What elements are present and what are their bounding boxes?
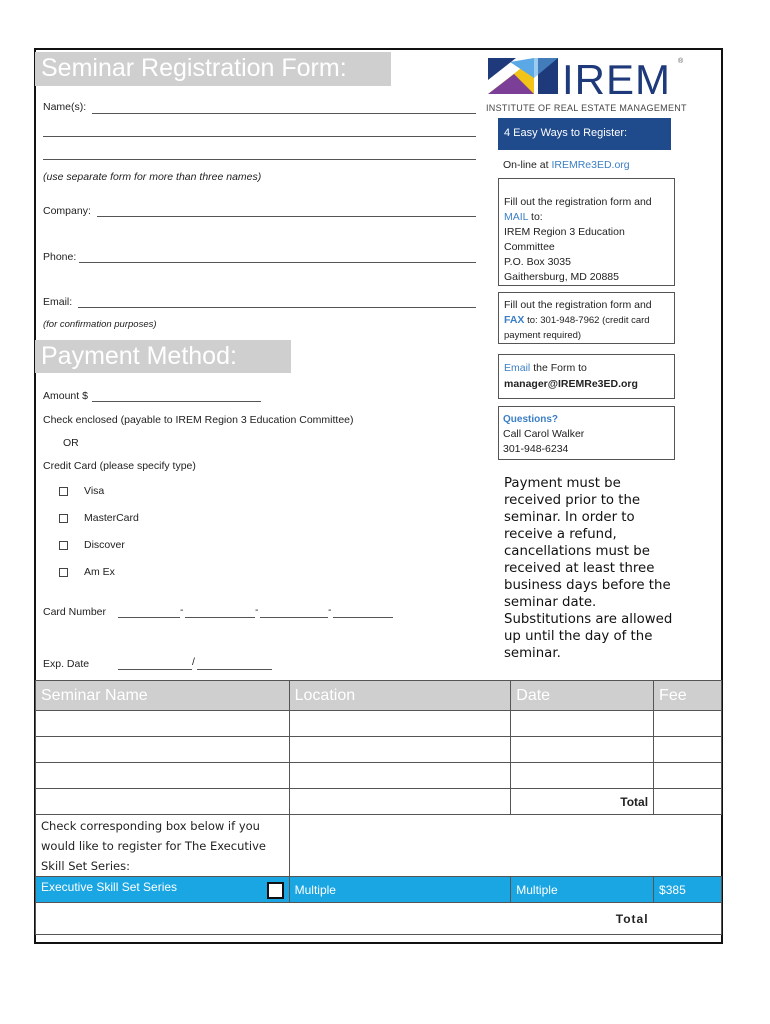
credit-label: Credit Card (please specify type) (43, 460, 196, 472)
email-note: (for confirmation purposes) (43, 319, 157, 330)
exec-note-row (36, 815, 722, 877)
total-row (36, 789, 722, 815)
card-number-field-1[interactable] (118, 617, 180, 618)
card-number-dash-1: - (180, 604, 184, 616)
table-row (36, 763, 722, 789)
online-register: On-line at IREMRe3ED.org (503, 159, 630, 171)
amount-field[interactable] (92, 401, 261, 402)
mail-box: Fill out the registration form and MAIL to: IREM Region 3 Education Committee P.O. Box 3035 Gaithersburg, MD 20885 (498, 178, 675, 286)
email-box: Email the Form to manager@IREMRe3ED.org (498, 354, 675, 399)
card-number-field-4[interactable] (333, 617, 393, 618)
check-label: Check enclosed (payable to IREM Region 3 Education Committee) (43, 414, 354, 426)
card-option-amex[interactable]: Am Ex (59, 566, 115, 578)
irem-logo (486, 54, 686, 114)
email-address[interactable]: manager@IREMRe3ED.org (504, 378, 638, 390)
exec-fee: $385 (654, 877, 722, 903)
card-number-field-2[interactable] (185, 617, 255, 618)
questions-name: Call Carol Walker (503, 428, 585, 440)
names-field-3[interactable] (43, 159, 476, 160)
exp-separator: / (192, 656, 195, 668)
exec-note: Check corresponding box below if you would like to register for The Executive Skill Set Series: (36, 815, 290, 877)
email-label: Email: (43, 296, 73, 308)
exec-date: Multiple (511, 877, 654, 903)
card-number-label: Card Number (43, 606, 107, 618)
card-number-dash-3: - (328, 604, 332, 616)
exp-month-field[interactable] (118, 669, 192, 670)
col-seminar-name: Seminar Name (36, 681, 290, 711)
questions-box (498, 406, 675, 460)
total-label: Total (511, 789, 654, 815)
visa-checkbox[interactable] (59, 487, 68, 496)
fax-link: FAX (504, 314, 525, 326)
table-row (36, 737, 722, 763)
phone-label: Phone: (43, 251, 77, 263)
phone-field[interactable] (79, 262, 476, 263)
names-field-2[interactable] (43, 136, 476, 137)
mail-link: MAIL (504, 211, 529, 223)
discover-checkbox[interactable] (59, 541, 68, 550)
final-total-value[interactable] (654, 903, 722, 935)
email-field[interactable] (78, 307, 476, 308)
final-total-label: Total (511, 903, 654, 935)
col-fee: Fee (654, 681, 722, 711)
exec-name-cell: Executive Skill Set Series (36, 877, 290, 903)
payment-title: Payment Method: (35, 340, 291, 373)
payment-notice: Payment must be received prior to the seminar. In order to receive a refund, cancellations must be received at least three business days before the seminar date. Substitutions are allowed up until the day of the seminar. (504, 476, 673, 661)
names-field-1[interactable] (92, 113, 476, 114)
questions-phone: 301-948-6234 (503, 443, 569, 455)
logo-subtitle: INSTITUTE OF REAL ESTATE MANAGEMENT (486, 103, 687, 113)
exp-label: Exp. Date (43, 658, 90, 670)
online-link[interactable]: IREMRe3ED.org (551, 159, 630, 171)
col-date: Date (511, 681, 654, 711)
amex-checkbox[interactable] (59, 568, 68, 577)
register-ways-header: 4 Easy Ways to Register: (498, 118, 671, 150)
fax-box: Fill out the registration form and FAX to: 301-948-7962 (credit card payment required) (498, 292, 675, 344)
card-number-dash-2: - (255, 604, 259, 616)
table-row (36, 711, 722, 737)
names-note: (use separate form for more than three names) (43, 171, 262, 183)
total-value[interactable] (654, 789, 722, 815)
exec-row (36, 877, 722, 903)
company-field[interactable] (97, 216, 476, 217)
logo-text: IREM (562, 56, 671, 100)
form-title: Seminar Registration Form: (35, 52, 391, 86)
email-link[interactable]: Email (504, 362, 531, 374)
col-location: Location (289, 681, 511, 711)
card-option-discover[interactable]: Discover (59, 539, 125, 551)
questions-label: Questions? (503, 414, 559, 425)
amount-label: Amount $ (43, 390, 88, 402)
exec-checkbox[interactable] (267, 882, 284, 899)
card-number-field-3[interactable] (260, 617, 328, 618)
logo-registered: ® (678, 58, 684, 65)
exp-year-field[interactable] (197, 669, 272, 670)
seminar-table (35, 680, 722, 935)
card-option-visa[interactable]: Visa (59, 485, 104, 497)
company-label: Company: (43, 205, 91, 217)
names-label: Name(s): (43, 101, 87, 113)
or-label: OR (63, 437, 79, 449)
final-total-row (36, 903, 722, 935)
mastercard-checkbox[interactable] (59, 514, 68, 523)
card-option-mastercard[interactable]: MasterCard (59, 512, 139, 524)
irem-logo-mark-icon (486, 54, 686, 100)
exec-location: Multiple (289, 877, 511, 903)
